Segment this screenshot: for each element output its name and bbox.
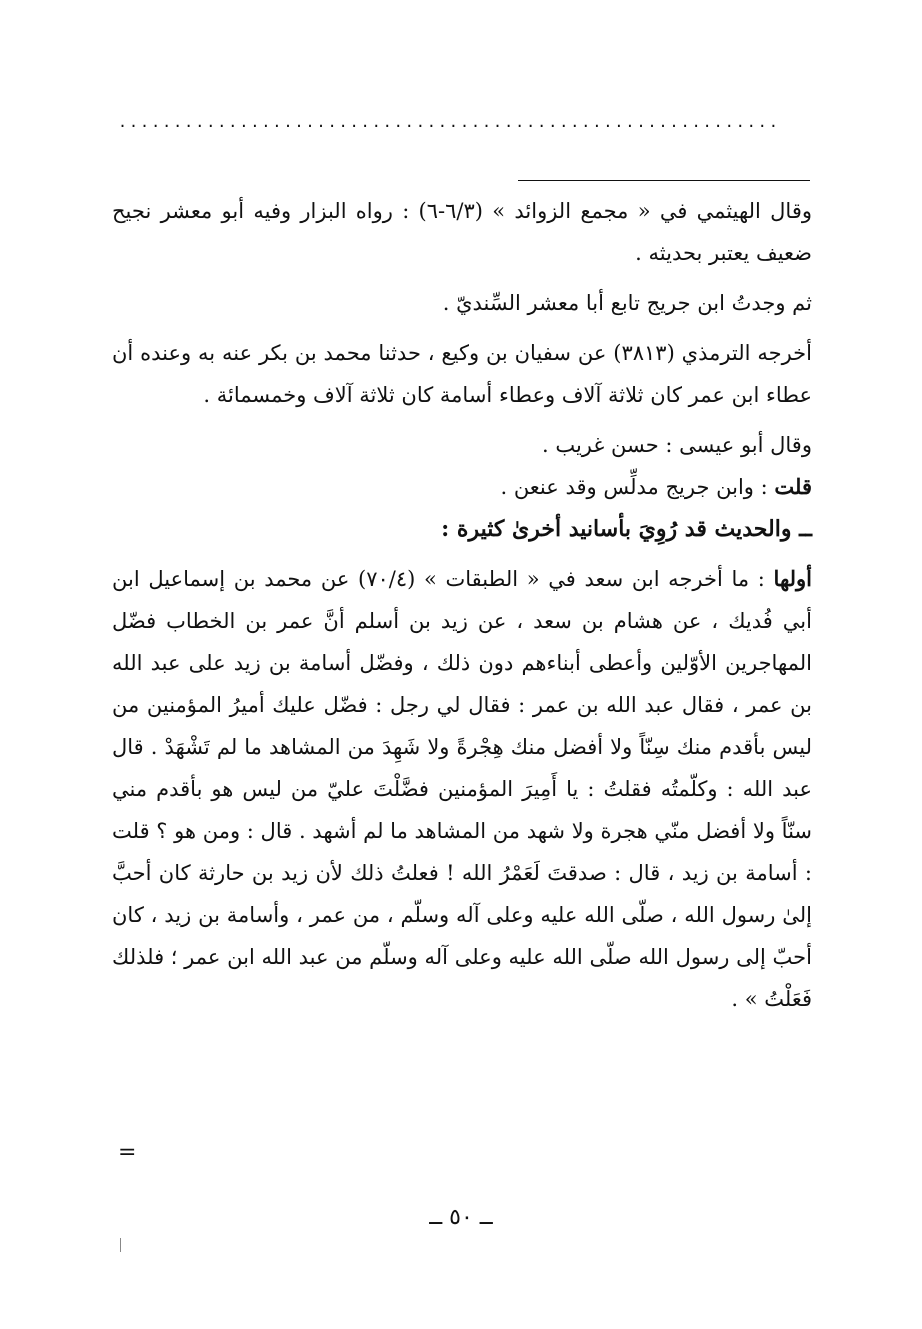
continuation-mark: = <box>118 1140 137 1165</box>
awwaluha-text: : ما أخرجه ابن سعد في « الطبقات » (٧٠/٤) عن محمد بن إسماعيل ابن أبي فُديك ، عن هشام بن سعد ، عن زيد بن أسلم أنَّ عمر بن الخطاب فضّل المهاجرين الأوّلين وأعطى أبناءهم دون ذلك ، وفضّل أسامة بن زيد على عبد الله بن عمر ، فقال عبد الله بن عمر : فقال لي رجل : فضّل عليك أميرُ المؤمنين من ليس بأقدم منك سِنّاً ولا أفضل منك هِجْرةً ولا شَهِدَ من المشاهد ما لم تَشْهَدْ . قال عبد الله : وكلّمتُه فقلتُ : يا أَمِيرَ المؤمنين فضَّلْتَ عليّ من ليس هو بأقدم مني سنّاً ولا أفضل منّي هجرة ولا شهد من المشاهد ما لم أشهد . قال : ومن هو ؟ قلت : أسامة بن زيد ، قال : صدقتَ لَعَمْرُ الله ! فعلتُ ذلك لأن زيد بن حارثة كان أحبَّ إلىٰ رسول الله ، صلّى الله عليه وعلى آله وسلّم ، من عمر ، وأسامة بن زيد ، كان أحبّ إلى رسول الله صلّى الله عليه وعلى آله وسلّم من عبد الله ابن عمر ؛ فلذلك فَعَلْتُ » . <box>112 567 812 1011</box>
paragraph-ibn-jurayj: ثم وجدتُ ابن جريج تابع أبا معشر السِّنديّ . <box>442 291 812 315</box>
footnote-separator-dots: ............................................................ <box>118 113 780 131</box>
paragraph-haythami: وقال الهيثمي في « مجمع الزوائد » (٦/٣-٦) : رواه البزار وفيه أبو معشر نجيح ضعيف يعتبر بحديثه . <box>112 199 812 265</box>
paragraph-awwaluha <box>112 558 812 1020</box>
footnote-rule <box>518 180 810 181</box>
qult-label: قلت <box>774 474 812 499</box>
margin-mark <box>120 1238 121 1252</box>
paragraph-abu-isa: وقال أبو عيسى : حسن غريب . <box>541 433 812 457</box>
page-text <box>112 190 812 1020</box>
awwaluha-label: أولها <box>773 566 812 591</box>
paragraph-qult <box>112 466 812 508</box>
page-number: ــ ٥٠ ــ <box>429 1205 493 1230</box>
paragraph-tirmidhi: أخرجه الترمذي (٣٨١٣) عن سفيان بن وكيع ، حدثنا محمد بن بكر عنه به وعنده أن عطاء ابن عمر كان ثلاثة آلاف وعطاء أسامة كان ثلاثة آلاف وخمسمائة . <box>112 341 812 407</box>
qult-text: : وابن جريج مدلِّس وقد عنعن . <box>500 475 768 499</box>
section-heading: ــ والحديث قد رُوِيَ بأسانيد أخرىٰ كثيرة : <box>441 516 812 542</box>
